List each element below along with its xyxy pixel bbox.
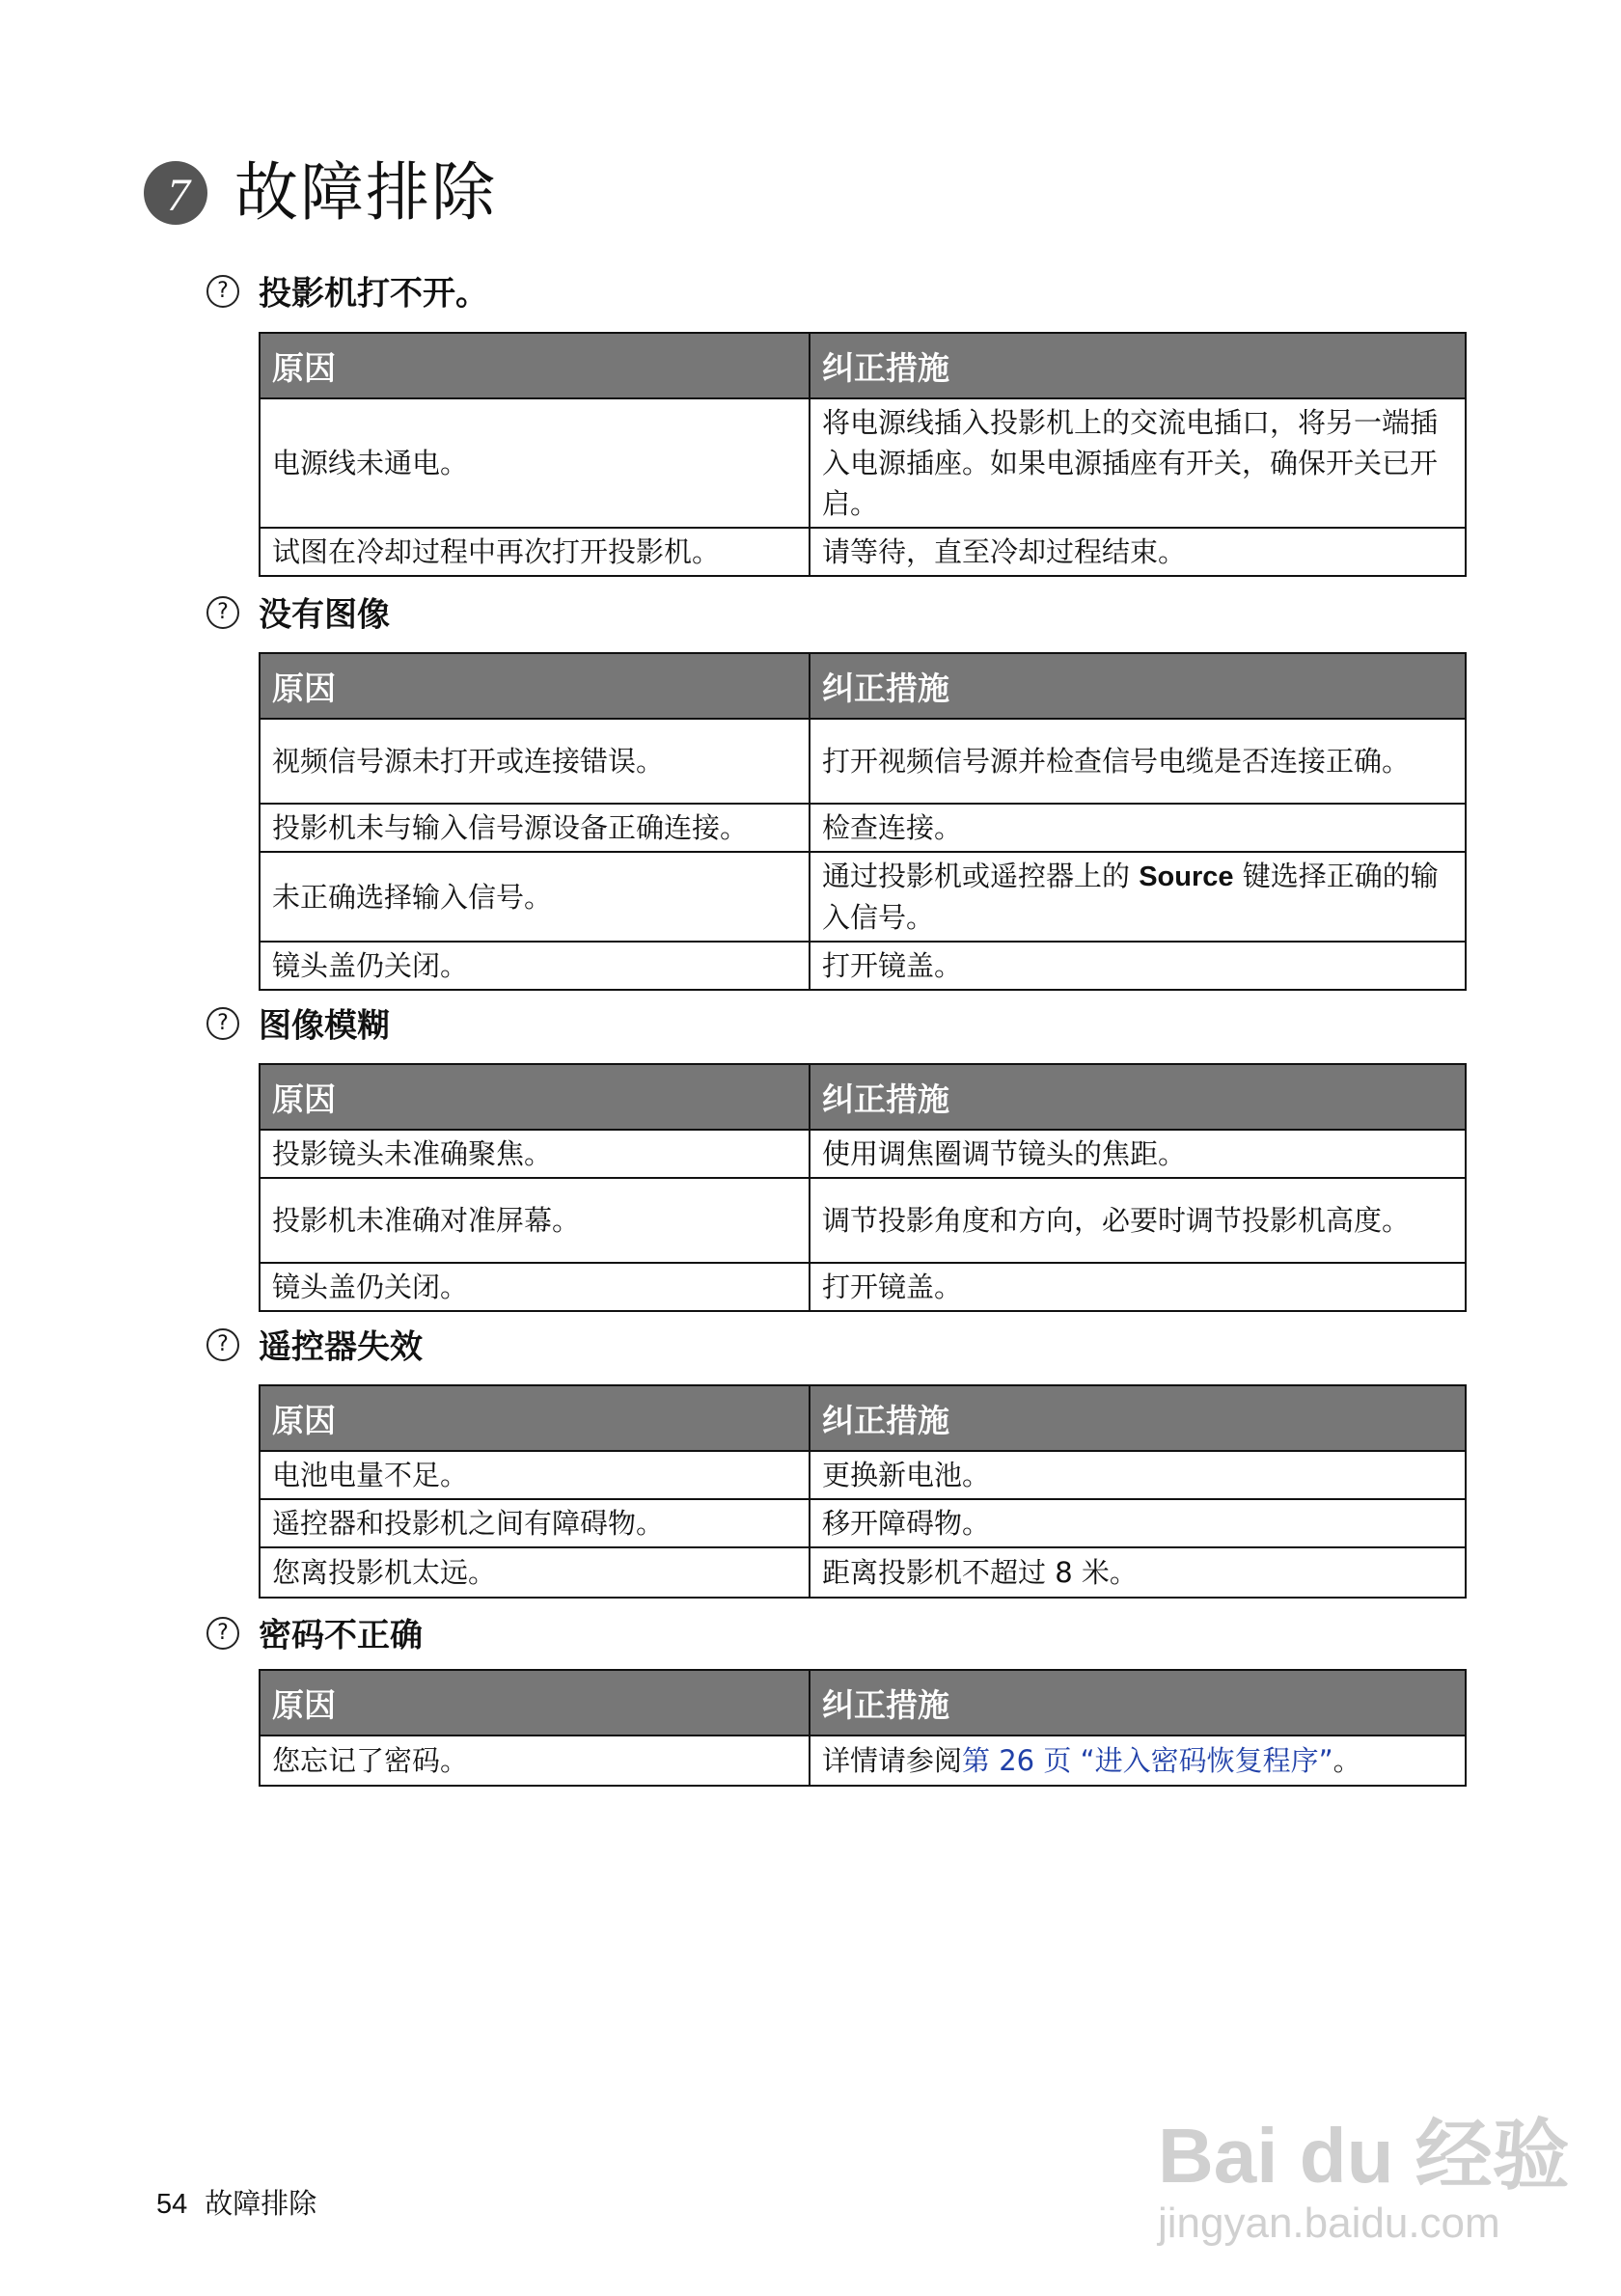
chapter-title: 故障排除	[234, 155, 497, 230]
troubleshoot-table-no-image	[259, 652, 1467, 991]
section-title-password	[206, 1613, 423, 1657]
question-mark-icon: ?	[206, 1007, 239, 1040]
page-number: 54	[156, 2189, 188, 2220]
cause-cell: 未正确选择输入信号。	[260, 852, 810, 942]
question-mark-icon: ?	[206, 1617, 239, 1650]
password-recovery-link[interactable]: 第 26 页 “进入密码恢复程序”	[962, 1744, 1333, 1777]
troubleshoot-table-power	[259, 332, 1467, 577]
table-row	[260, 942, 1466, 990]
cause-cell: 试图在冷却过程中再次打开投影机。	[260, 528, 810, 576]
solution-cell: 检查连接。	[810, 804, 1466, 852]
cause-cell: 投影机未准确对准屏幕。	[260, 1178, 810, 1263]
table-row	[260, 719, 1466, 804]
table-header-row	[260, 1064, 1466, 1130]
solution-cell: 打开镜盖。	[810, 1263, 1466, 1311]
cause-cell: 电池电量不足。	[260, 1451, 810, 1499]
header-cause: 原因	[260, 653, 810, 719]
solution-cell	[810, 1736, 1466, 1786]
solution-text: 。	[1333, 1744, 1361, 1777]
solution-text: 键选择正确的输入信号。	[822, 860, 1439, 934]
section-title-text: 没有图像	[259, 595, 390, 635]
cause-cell: 电源线未通电。	[260, 398, 810, 528]
chapter-number-badge	[143, 160, 208, 226]
question-mark-icon: ?	[206, 596, 239, 629]
troubleshoot-table-password	[259, 1669, 1467, 1787]
cause-cell: 投影镜头未准确聚焦。	[260, 1130, 810, 1178]
section-title-text: 遥控器失效	[259, 1327, 423, 1367]
solution-cell: 请等待，直至冷却过程结束。	[810, 528, 1466, 576]
section-title-text: 图像模糊	[259, 1006, 390, 1046]
cause-cell: 镜头盖仍关闭。	[260, 1263, 810, 1311]
baidu-watermark	[1139, 2064, 1570, 2257]
solution-cell: 将电源线插入投影机上的交流电插口，将另一端插入电源插座。如果电源插座有开关，确保开关已开启。	[810, 398, 1466, 528]
table-row	[260, 804, 1466, 852]
solution-cell: 调节投影角度和方向，必要时调节投影机高度。	[810, 1178, 1466, 1263]
section-title-text: 密码不正确	[259, 1616, 423, 1655]
table-row	[260, 528, 1466, 576]
header-solution: 纠正措施	[810, 653, 1466, 719]
table-row	[260, 1736, 1466, 1786]
header-cause: 原因	[260, 333, 810, 398]
table-row	[260, 1178, 1466, 1263]
troubleshoot-table-blurry	[259, 1063, 1467, 1312]
header-solution: 纠正措施	[810, 1670, 1466, 1736]
solution-text: 通过投影机或遥控器上的	[822, 860, 1140, 892]
table-row	[260, 1451, 1466, 1499]
solution-cell: 使用调焦圈调节镜头的焦距。	[810, 1130, 1466, 1178]
header-solution: 纠正措施	[810, 333, 1466, 398]
section-title-blurry	[206, 1003, 390, 1048]
solution-cell: 打开视频信号源并检查信号电缆是否连接正确。	[810, 719, 1466, 804]
table-header-row	[260, 333, 1466, 398]
table-header-row	[260, 653, 1466, 719]
section-title-remote	[206, 1325, 423, 1369]
cause-cell: 镜头盖仍关闭。	[260, 942, 810, 990]
header-solution: 纠正措施	[810, 1385, 1466, 1451]
table-row	[260, 852, 1466, 942]
solution-cell: 移开障碍物。	[810, 1499, 1466, 1547]
table-row	[260, 1263, 1466, 1311]
page-footer	[156, 2182, 316, 2222]
troubleshoot-table-remote	[259, 1384, 1467, 1599]
chapter-number: 7	[167, 170, 190, 221]
table-header-row	[260, 1670, 1466, 1736]
solution-cell: 距离投影机不超过 8 米。	[810, 1547, 1466, 1598]
table-row	[260, 1130, 1466, 1178]
question-mark-icon: ?	[206, 275, 239, 308]
solution-cell: 打开镜盖。	[810, 942, 1466, 990]
cause-cell: 您忘记了密码。	[260, 1736, 810, 1786]
section-title-no-image	[206, 592, 390, 637]
header-cause: 原因	[260, 1670, 810, 1736]
question-mark-icon: ?	[206, 1328, 239, 1361]
header-solution: 纠正措施	[810, 1064, 1466, 1130]
source-key-label: Source	[1139, 861, 1234, 892]
solution-cell	[810, 852, 1466, 942]
table-row	[260, 398, 1466, 528]
footer-label: 故障排除	[205, 2187, 317, 2220]
solution-text: 详情请参阅	[822, 1744, 963, 1777]
solution-cell: 更换新电池。	[810, 1451, 1466, 1499]
table-row	[260, 1547, 1466, 1598]
header-cause: 原因	[260, 1064, 810, 1130]
section-title-text: 投影机打不开。	[259, 274, 488, 314]
cause-cell: 视频信号源未打开或连接错误。	[260, 719, 810, 804]
cause-cell: 投影机未与输入信号源设备正确连接。	[260, 804, 810, 852]
table-row	[260, 1499, 1466, 1547]
watermark-brand: Bai du 经验	[1158, 2113, 1570, 2199]
cause-cell: 您离投影机太远。	[260, 1547, 810, 1598]
watermark-url: jingyan.baidu.com	[1158, 2200, 1500, 2247]
header-cause: 原因	[260, 1385, 810, 1451]
table-header-row	[260, 1385, 1466, 1451]
cause-cell: 遥控器和投影机之间有障碍物。	[260, 1499, 810, 1547]
section-title-power	[206, 271, 488, 315]
